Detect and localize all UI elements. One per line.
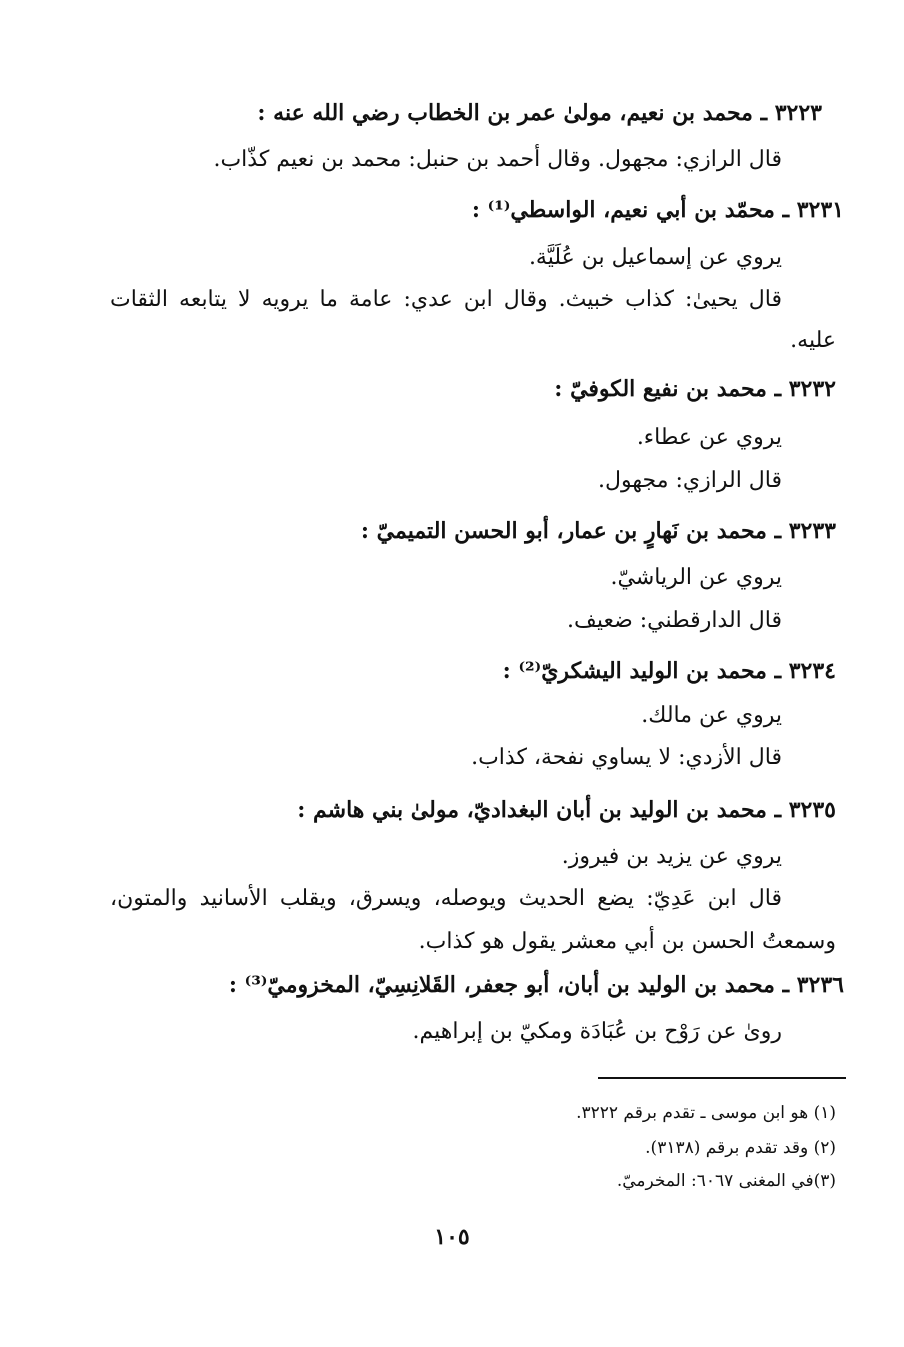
footnote-1: (١) هو ابن موسى ـ تقدم برقم ٣٢٢٢. <box>576 1103 836 1123</box>
entry-line: يروي عن إسماعيل بن عُلَيَّة. <box>528 245 782 270</box>
entry-line: وسمعتُ الحسن بن أبي معشر يقول هو كذاب. <box>418 929 836 954</box>
entry-heading-3223: ٣٢٢٣ ـ محمد بن نعيم، مولىٰ عمر بن الخطاب رضي الله عنه : <box>257 100 822 126</box>
entry-heading-3235: ٣٢٣٥ ـ محمد بن الوليد بن أبان البغداديّ، مولىٰ بني هاشم : <box>297 797 836 823</box>
footnote-2: (٢) وقد تقدم برقم (٣١٣٨). <box>645 1138 836 1158</box>
entry-heading-3234: ٣٢٣٤ ـ محمد بن الوليد اليشكريّ⁽²⁾ : <box>502 658 836 684</box>
entry-line: يروي عن مالك. <box>641 703 782 728</box>
entry-line: قال الرازي: مجهول. وقال أحمد بن حنبل: محمد بن نعيم كذّاب. <box>213 147 782 172</box>
entry-line: يروي عن الرياشيّ. <box>610 565 782 590</box>
entry-line: عليه. <box>790 328 836 353</box>
footnote-3: (٣)في المغنى ٦٠٦٧: المخرميّ. <box>616 1171 836 1191</box>
entry-heading-3232: ٣٢٣٢ ـ محمد بن نفيع الكوفيّ : <box>554 376 836 402</box>
entry-line: قال يحيىٰ: كذاب خبيث. وقال ابن عدي: عامة ما يرويه لا يتابعه الثقات <box>110 287 782 312</box>
entry-line: قال الأزدي: لا يساوي نفحة، كذاب. <box>471 745 782 770</box>
entry-heading-3231: ٣٢٣١ ـ محمّد بن أبي نعيم، الواسطي⁽¹⁾ : <box>471 197 844 223</box>
entry-line: قال ابن عَدِيّ: يضع الحديث ويوصله، ويسرق، ويقلب الأسانيد والمتون، <box>110 886 782 911</box>
page-number: ١٠٥ <box>434 1224 470 1250</box>
entry-line: يروي عن يزيد بن فيروز. <box>561 844 782 869</box>
entry-line: رویٰ عن رَوْح بن عُبَادَة ومكيّ بن إبراهيم. <box>412 1019 782 1044</box>
entry-line: يروي عن عطاء. <box>636 425 782 450</box>
footnote-divider <box>598 1077 846 1079</box>
entry-heading-3233: ٣٢٣٣ ـ محمد بن نَهارٍ بن عمار، أبو الحسن التميميّ : <box>360 518 836 544</box>
entry-heading-3236: ٣٢٣٦ ـ محمد بن الوليد بن أبان، أبو جعفر، القَلانِسِيّ، المخزوميّ⁽³⁾ : <box>228 972 844 998</box>
entry-line: قال الدارقطني: ضعيف. <box>567 608 782 633</box>
entry-line: قال الرازي: مجهول. <box>598 468 782 493</box>
